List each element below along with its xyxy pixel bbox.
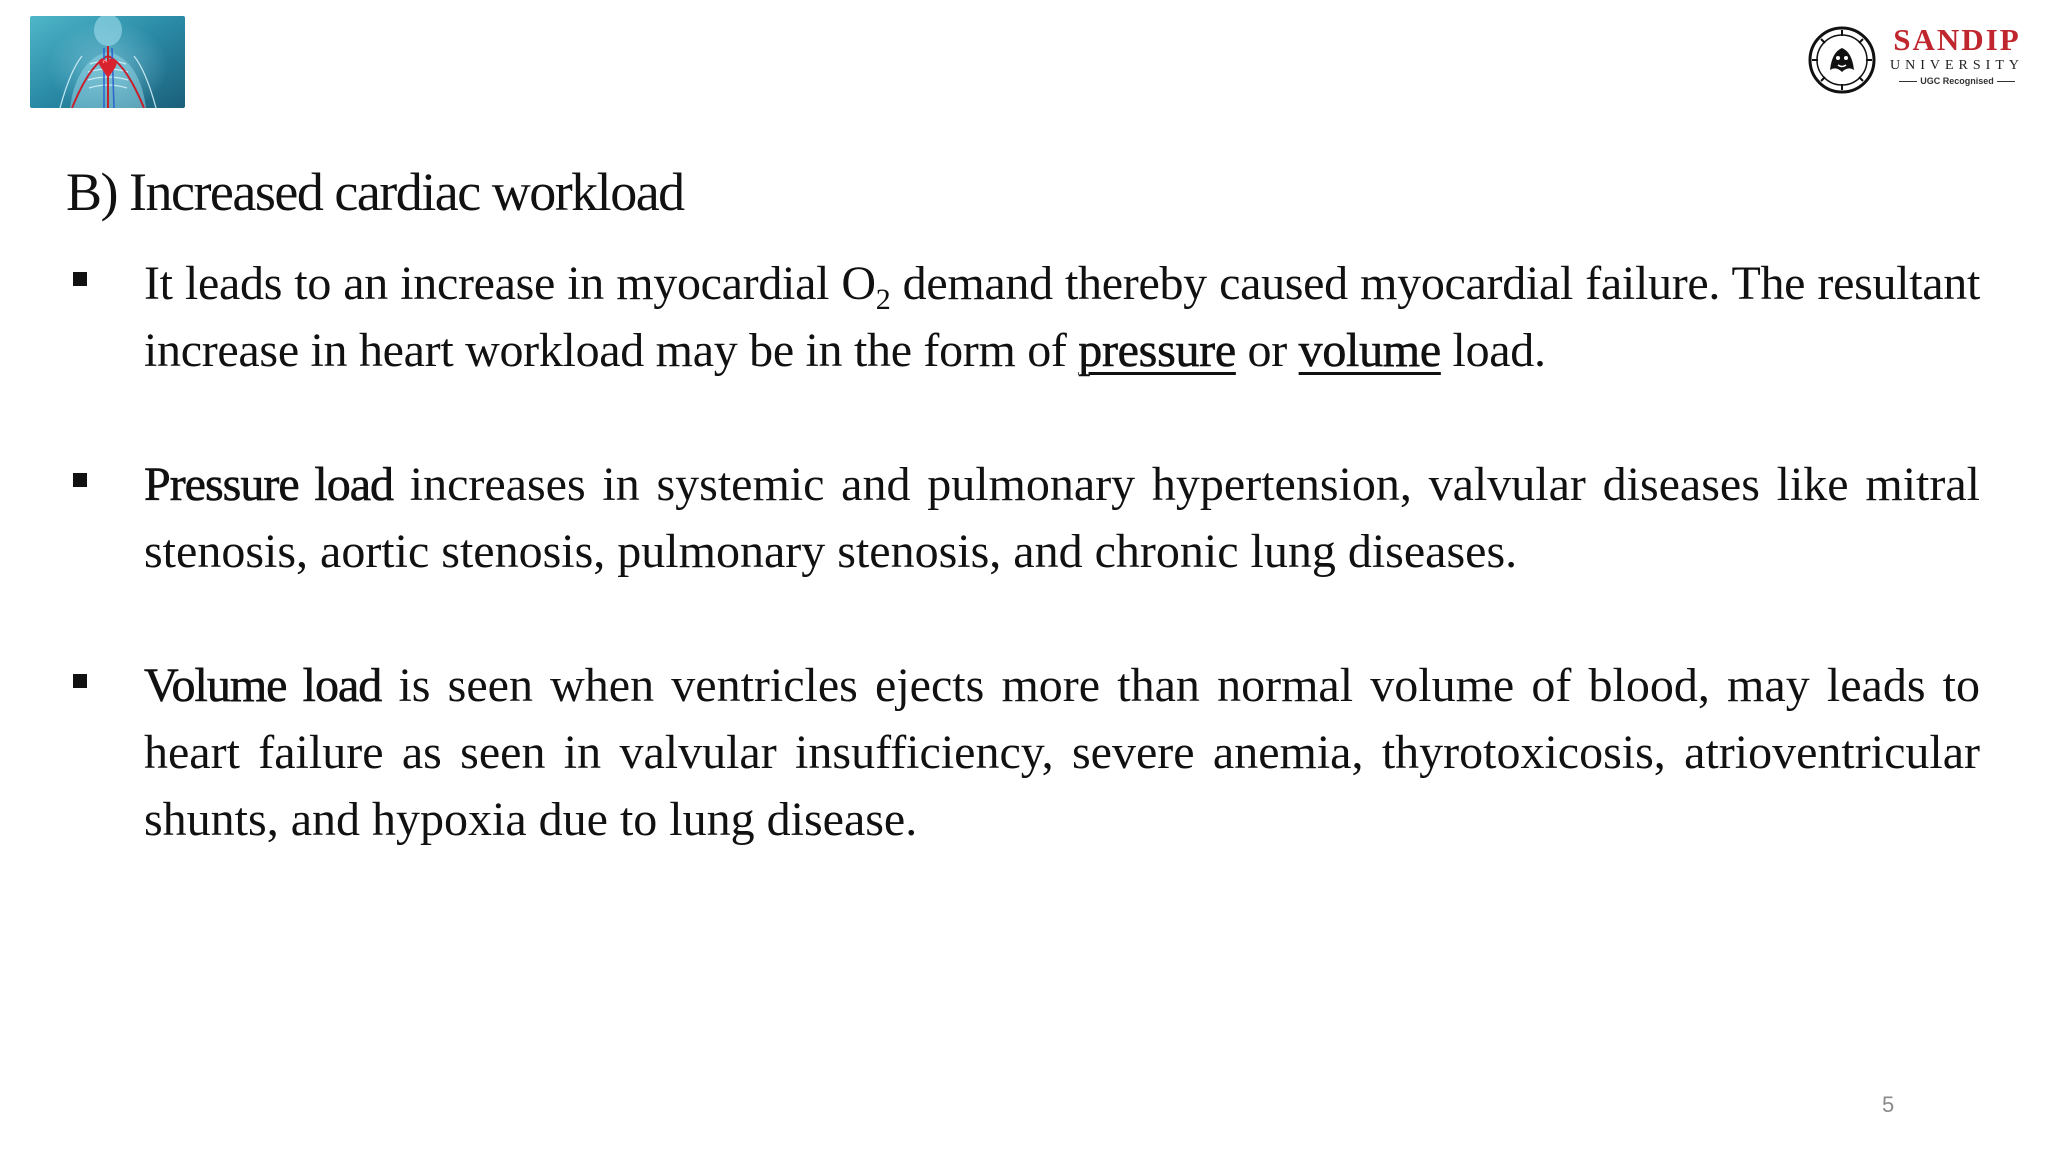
volume-load-term: Volume load bbox=[144, 659, 382, 712]
volume-load-text: is seen when ventricles ejects more than normal volume of blood, may leads to heart failure as seen in valvular insufficiency, severe anemia, thyrotoxicosis, atrioventricular shunts, and hypoxia due to lung disease. bbox=[144, 659, 1981, 846]
university-logo bbox=[1808, 24, 2030, 96]
volume-term: volume bbox=[1298, 324, 1441, 377]
bullet-cardiac-workload bbox=[66, 250, 1980, 384]
bullet-text-or: or bbox=[1235, 324, 1299, 377]
slide-heading: B) Increased cardiac workload bbox=[66, 162, 684, 222]
pressure-load-text: increases in systemic and pulmonary hypertension, valvular diseases like mitral stenosis, aortic stenosis, pulmonary stenosis, and chronic lung diseases. bbox=[144, 458, 1980, 578]
bullet-pressure-load bbox=[66, 451, 1980, 585]
university-tagline: UGC Recognised bbox=[1884, 75, 2030, 87]
university-subtitle: UNIVERSITY bbox=[1890, 58, 2024, 73]
subscript-two: 2 bbox=[875, 283, 891, 316]
bullet-text-end: load. bbox=[1440, 324, 1546, 377]
anatomy-heart-image bbox=[30, 16, 185, 108]
page-number: 5 bbox=[1882, 1092, 1895, 1117]
bullet-text-middle: demand thereby caused myocardial failure. The resultant increase in heart workload may be in the form of bbox=[144, 257, 1980, 377]
university-seal-icon bbox=[1808, 26, 1876, 94]
university-name: SANDIP bbox=[1893, 22, 2021, 57]
pressure-term: pressure bbox=[1078, 324, 1236, 377]
bullet-text-start: It leads to an increase in myocardial O bbox=[144, 257, 876, 310]
pressure-load-term: Pressure load bbox=[144, 458, 394, 511]
bullet-list bbox=[66, 250, 1980, 920]
bullet-volume-load bbox=[66, 652, 1980, 853]
